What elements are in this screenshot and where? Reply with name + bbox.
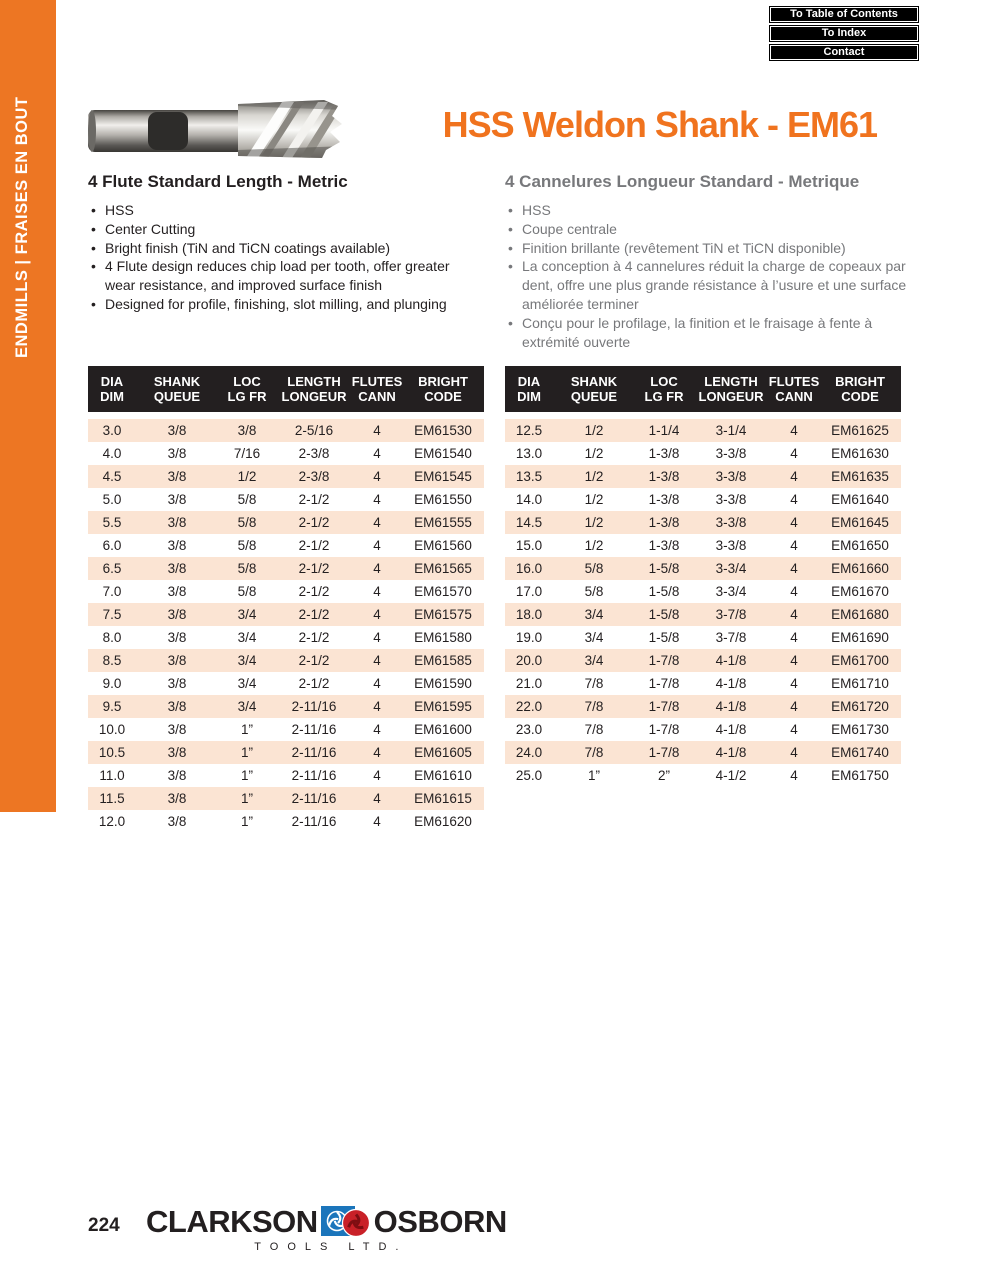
column-header: FLUTES CANN [351,373,403,404]
table-cell: 3/8 [167,791,187,806]
table-cell: EM61600 [414,722,472,737]
table-cell: 4-1/8 [715,676,747,691]
table-row [505,557,901,580]
table-cell: EM61625 [831,423,889,438]
table-cell: 2-1/2 [298,630,330,645]
table-cell: EM61560 [414,538,472,553]
table-cell: 3/8 [167,676,187,691]
table-row [88,718,484,741]
table-cell: 4 [790,653,798,668]
table-cell: EM61585 [414,653,472,668]
table-row [88,603,484,626]
table-cell: 4 [790,492,798,507]
table-row [505,603,901,626]
table-cell: 4 [373,722,381,737]
table-cell: 2-1/2 [298,653,330,668]
table-cell: 22.0 [515,699,543,714]
table-cell: 18.0 [515,607,543,622]
table-cell: 14.0 [515,492,543,507]
table-cell: 3-3/8 [715,446,747,461]
table-cell: 4 [790,630,798,645]
table-cell: 11.5 [99,791,125,806]
table-row [505,442,901,465]
table-cell: 6.5 [102,561,122,576]
table-cell: 4-1/8 [715,722,747,737]
table-cell: 2-1/2 [298,515,330,530]
table-cell: 3-7/8 [715,630,747,645]
table-cell: 3-3/8 [715,469,747,484]
bullet-item: • Designed for profile, finishing, slot milling, and plunging [88,295,480,314]
table-cell: 1/2 [237,469,257,484]
table-cell: 20.0 [515,653,543,668]
table-cell: EM61630 [831,446,889,461]
table-cell: 4 [373,561,381,576]
table-cell: EM61610 [414,768,472,783]
table-cell: EM61615 [414,791,472,806]
brand-name-osborn: OSBORN [373,1204,507,1239]
table-cell: 4.0 [102,446,122,461]
table-cell: 3-1/4 [715,423,747,438]
table-row [505,580,901,603]
table-cell: 25.0 [515,768,543,783]
table-cell: 3-3/4 [715,561,747,576]
column-header: BRIGHT CODE [418,373,468,404]
table-cell: EM61575 [414,607,472,622]
table-cell: 1” [240,745,253,760]
bullet-item: • HSS [505,201,907,220]
table-row [505,465,901,488]
table-cell: 2-3/8 [298,469,330,484]
table-row [88,810,484,833]
table-cell: 4 [373,814,381,829]
table-cell: 1/2 [584,469,604,484]
column-header: SHANK QUEUE [153,373,201,404]
endmill-product-image [86,96,346,164]
table-cell: 3/8 [167,699,187,714]
table-row [88,787,484,810]
table-cell: 1-7/8 [648,745,680,760]
table-cell: 3/8 [167,814,187,829]
table-cell: 1-3/8 [648,538,680,553]
table-header-row [505,366,901,412]
table-cell: 1-5/8 [648,607,680,622]
table-cell: 1-7/8 [648,722,680,737]
table-cell: 3-3/8 [715,538,747,553]
table-cell: 21.0 [515,676,543,691]
bullet-item: • HSS [88,201,480,220]
table-header-row [88,366,484,412]
table-cell: 10.5 [98,745,126,760]
bullet-item: • Finition brillante (revêtement TiN et TiCN disponible) [505,239,907,258]
table-cell: 2-1/2 [298,584,330,599]
table-cell: 4 [790,745,798,760]
table-cell: 3/4 [237,676,257,691]
table-cell: 3/8 [167,607,187,622]
table-cell: 4 [373,745,381,760]
table-cell: 4 [790,446,798,461]
table-cell: 3/8 [167,515,187,530]
table-cell: 2” [657,768,670,783]
table-cell: EM61670 [831,584,889,599]
table-cell: 4 [373,469,381,484]
table-cell: EM61645 [831,515,889,530]
table-row [88,465,484,488]
bullet-item: • La conception à 4 cannelures réduit la charge de copeaux par dent, offre une plus grande résistance à l’usure et une surface améliorée terminer [505,257,907,313]
table-cell: 4 [790,469,798,484]
table-cell: 9.0 [102,676,122,691]
table-cell: 1/2 [584,515,604,530]
table-cell: 3/4 [584,607,604,622]
table-cell: 2-1/2 [298,538,330,553]
table-cell: 4 [373,791,381,806]
table-cell: 4 [790,607,798,622]
table-cell: 3-3/8 [715,492,747,507]
table-cell: EM61690 [831,630,889,645]
page-title: HSS Weldon Shank - EM61 [442,104,877,145]
contact-button[interactable]: Contact [770,45,918,60]
table-cell: 3/8 [167,423,187,438]
bullet-item: • Conçu pour le profilage, la finition et le fraisage à fente à extrémité ouverte [505,314,907,352]
column-header: LOC LG FR [227,373,267,404]
table-cell: 4 [790,768,798,783]
table-cell: 6.0 [102,538,122,553]
table-cell: 7/8 [584,676,604,691]
table-cell: 12.5 [515,423,543,438]
table-cell: 2-5/16 [294,423,334,438]
table-cell: 1-3/8 [648,469,680,484]
table-row [88,511,484,534]
table-cell: 3/8 [167,446,187,461]
table-cell: 1-7/8 [648,676,680,691]
table-cell: 5/8 [237,538,257,553]
table-cell: 4 [790,538,798,553]
table-cell: 1” [240,791,253,806]
table-row [505,672,901,695]
table-cell: 5/8 [237,584,257,599]
table-cell: EM61740 [831,745,889,760]
table-row [88,534,484,557]
spec-table-metric-small [88,366,484,833]
table-row [88,488,484,511]
table-cell: EM61595 [414,699,472,714]
table-cell: EM61700 [831,653,889,668]
table-row [505,626,901,649]
table-cell: 3/4 [237,607,257,622]
table-cell: 1” [240,768,253,783]
column-header: LENGTH LONGEUR [698,373,764,404]
table-cell: EM61635 [831,469,889,484]
table-cell: EM61650 [831,538,889,553]
table-cell: 1-1/4 [648,423,680,438]
table-row [88,764,484,787]
table-cell: 2-11/16 [291,699,337,714]
table-cell: 4 [790,561,798,576]
column-header: SHANK QUEUE [570,373,618,404]
table-cell: 1-5/8 [648,561,680,576]
table-cell: EM61730 [831,722,889,737]
table-cell: 8.0 [102,630,122,645]
table-cell: 14.5 [515,515,543,530]
table-cell: EM61540 [414,446,472,461]
table-cell: 4-1/8 [715,745,747,760]
table-cell: 3/4 [237,630,257,645]
table-cell: 5.0 [102,492,122,507]
table-cell: EM61590 [414,676,472,691]
table-cell: 3/8 [167,584,187,599]
table-body [505,419,901,787]
table-cell: 2-1/2 [298,607,330,622]
table-cell: 3/4 [237,653,257,668]
table-cell: 4 [790,722,798,737]
brand-name-clarkson: CLARKSON [146,1204,318,1239]
table-cell: 7/8 [584,745,604,760]
feature-list-french [505,201,907,351]
table-row [505,488,901,511]
table-cell: 1-3/8 [648,515,680,530]
table-row [88,419,484,442]
bullet-item: • 4 Flute design reduces chip load per tooth, offer greater wear resistance, and improved surface finish [88,257,480,295]
table-cell: 1-5/8 [648,584,680,599]
table-cell: 3-3/4 [715,584,747,599]
table-cell: 2-11/16 [291,814,337,829]
table-cell: EM61605 [414,745,472,760]
table-cell: 16.0 [515,561,543,576]
brand-logo-block [146,1204,507,1253]
table-cell: EM61550 [414,492,472,507]
table-cell: 3/4 [584,630,604,645]
table-cell: 3/8 [167,469,187,484]
table-row [88,695,484,718]
table-cell: 7/16 [233,446,261,461]
table-cell: 4 [373,768,381,783]
section-heading-english: 4 Flute Standard Length - Metric [88,172,348,191]
table-cell: EM61530 [414,423,472,438]
table-cell: 8.5 [102,653,122,668]
table-row [505,649,901,672]
table-cell: 1/2 [584,492,604,507]
table-row [505,511,901,534]
table-cell: 3/8 [167,768,187,783]
table-cell: 11.0 [99,768,125,783]
table-cell: 1-7/8 [648,653,680,668]
table-cell: 4 [373,676,381,691]
table-cell: 17.0 [515,584,543,599]
table-body [88,419,484,833]
table-cell: 5/8 [237,561,257,576]
brand-subtitle: TOOLS LTD. [254,1241,408,1253]
table-cell: 2-1/2 [298,492,330,507]
to-table-of-contents-button[interactable]: To Table of Contents [770,7,918,22]
table-row [88,672,484,695]
table-cell: 1-3/8 [648,492,680,507]
table-cell: 3/4 [237,699,257,714]
table-cell: 2-3/8 [298,446,330,461]
column-header: DIA DIM [517,373,541,404]
table-cell: 1/2 [584,538,604,553]
table-cell: EM61620 [414,814,472,829]
clarkson-osborn-logo-icon [321,1204,371,1240]
table-cell: 4-1/2 [715,768,747,783]
table-cell: 3-7/8 [715,607,747,622]
table-cell: EM61570 [414,584,472,599]
table-cell: EM61640 [831,492,889,507]
table-cell: 24.0 [515,745,543,760]
table-cell: 10.0 [98,722,126,737]
table-row [88,557,484,580]
column-header: LENGTH LONGEUR [281,373,347,404]
table-cell: 15.0 [515,538,543,553]
table-cell: 3/8 [167,538,187,553]
table-row [505,695,901,718]
table-cell: 1/2 [584,423,604,438]
table-cell: 4 [373,699,381,714]
table-cell: 3-3/8 [715,515,747,530]
bullet-item: • Coupe centrale [505,220,907,239]
section-heading-french: 4 Cannelures Longueur Standard - Metrique [505,172,860,191]
table-cell: 2-11/16 [291,745,337,760]
table-cell: 1/2 [584,446,604,461]
table-cell: 7/8 [584,722,604,737]
table-row [88,442,484,465]
table-row [505,419,901,442]
table-row [505,741,901,764]
feature-list-english [88,201,480,314]
table-cell: 7/8 [584,699,604,714]
column-header: LOC LG FR [644,373,684,404]
table-cell: 3/8 [167,745,187,760]
column-header: DIA DIM [100,373,124,404]
table-cell: 4-1/8 [715,653,747,668]
table-cell: 4-1/8 [715,699,747,714]
table-cell: EM61750 [831,768,889,783]
table-cell: EM61565 [414,561,472,576]
table-cell: 1-5/8 [648,630,680,645]
bullet-item: • Bright finish (TiN and TiCN coatings available) [88,239,480,258]
table-cell: 2-11/16 [291,722,337,737]
category-label: ENDMILLS | FRAISES EN BOUT [13,96,31,358]
table-cell: EM61580 [414,630,472,645]
table-cell: 2-1/2 [298,676,330,691]
table-cell: 1” [587,768,600,783]
table-cell: 3/4 [584,653,604,668]
table-cell: EM61660 [831,561,889,576]
table-row [88,626,484,649]
table-cell: 4 [373,607,381,622]
table-cell: 4 [373,423,381,438]
table-cell: 1-3/8 [648,446,680,461]
table-cell: 3/8 [167,653,187,668]
table-cell: 7.5 [102,607,122,622]
table-cell: 4 [373,446,381,461]
table-cell: 13.5 [515,469,543,484]
table-cell: 2-1/2 [298,561,330,576]
table-cell: 9.5 [102,699,122,714]
table-cell: 4 [790,515,798,530]
spec-table-metric-large [505,366,901,787]
table-cell: 3/8 [237,423,257,438]
table-cell: 5/8 [584,561,604,576]
table-cell: 1-7/8 [648,699,680,714]
column-header: BRIGHT CODE [835,373,885,404]
table-cell: EM61555 [414,515,472,530]
table-cell: 3/8 [167,492,187,507]
table-cell: 12.0 [98,814,126,829]
table-cell: 4 [373,492,381,507]
table-row [505,534,901,557]
to-index-button[interactable]: To Index [770,26,918,41]
table-cell: 19.0 [515,630,543,645]
table-row [505,764,901,787]
table-cell: 3/8 [167,630,187,645]
table-cell: 7.0 [102,584,122,599]
table-cell: 3/8 [167,722,187,737]
table-cell: EM61545 [414,469,472,484]
category-sidebar-tab [0,0,56,812]
table-cell: 4 [373,515,381,530]
table-cell: 3/8 [167,561,187,576]
table-row [88,580,484,603]
table-cell: 1” [240,814,253,829]
table-cell: 2-11/16 [291,768,337,783]
table-cell: 5/8 [584,584,604,599]
table-cell: 3.0 [102,423,122,438]
table-row [505,718,901,741]
table-cell: 4 [790,699,798,714]
table-cell: 4 [373,538,381,553]
table-cell: 5.5 [102,515,122,530]
table-cell: 13.0 [515,446,543,461]
table-cell: 4 [373,630,381,645]
table-cell: 5/8 [237,515,257,530]
table-cell: 5/8 [237,492,257,507]
column-header: FLUTES CANN [768,373,820,404]
table-cell: EM61680 [831,607,889,622]
page-number: 224 [88,1215,120,1236]
table-cell: 23.0 [515,722,543,737]
pdf-nav-buttons [770,7,918,64]
table-cell: 4.5 [102,469,122,484]
table-cell: 1” [240,722,253,737]
bullet-item: • Center Cutting [88,220,480,239]
table-cell: 4 [790,584,798,599]
table-cell: 4 [373,584,381,599]
table-cell: 2-11/16 [291,791,337,806]
table-row [88,649,484,672]
table-cell: EM61720 [831,699,889,714]
table-cell: 4 [790,423,798,438]
table-row [88,741,484,764]
table-cell: 4 [373,653,381,668]
table-cell: 4 [790,676,798,691]
table-cell: EM61710 [831,676,889,691]
